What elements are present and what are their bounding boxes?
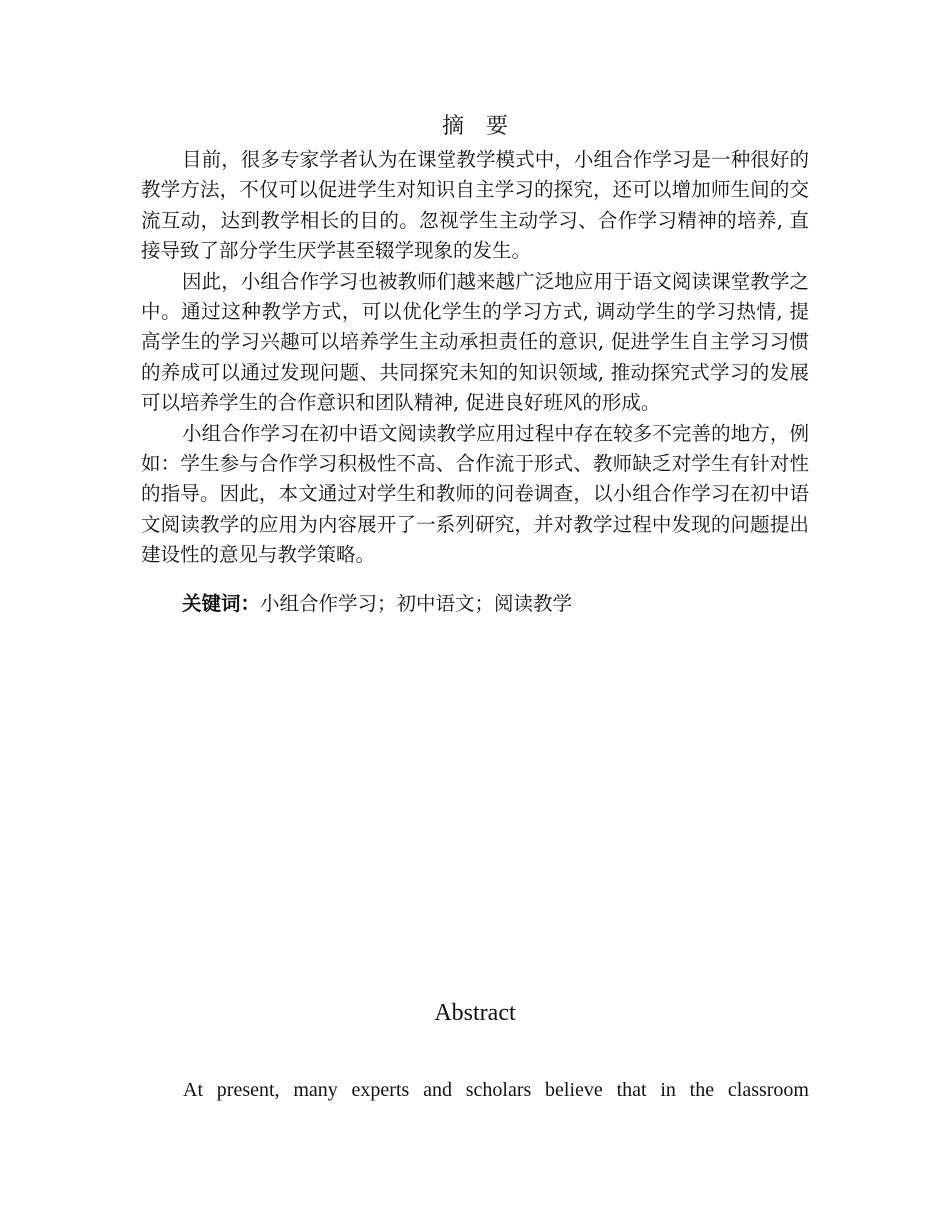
keywords-text: 小组合作学习；初中语文；阅读教学 xyxy=(260,591,573,615)
english-abstract-title: Abstract xyxy=(434,1000,516,1026)
chinese-abstract-paragraph-1: 目前，很多专家学者认为在课堂教学模式中，小组合作学习是一种很好的教学方法，不仅可以促进学生对知识自主学习的探究，还可以增加师生间的交流互动，达到教学相长的目的。忽视学生主动学习、合作学习精神的培养, 直接导致了部分学生厌学甚至辍学现象的发生。 xyxy=(141,148,809,263)
chinese-abstract-section xyxy=(141,112,809,619)
chinese-abstract-title: 摘要 xyxy=(441,114,530,139)
english-abstract-first-line: At present, many experts and scholars believe that in the classroom xyxy=(183,1079,809,1101)
keywords-label: 关键词： xyxy=(182,591,261,615)
chinese-keywords-line xyxy=(141,589,809,619)
chinese-abstract-paragraph-2: 因此，小组合作学习也被教师们越来越广泛地应用于语文阅读课堂教学之中。通过这种教学方式，可以优化学生的学习方式, 调动学生的学习热情, 提高学生的学习兴趣可以培养学生主动承担责任的意识, 促进学生自主学习习惯的养成可以通过发现问题、共同探究未知的知识领域, 推动探究式学习的发展可以培养学生的合作意识和团队精神, 促进良好班风的形成。 xyxy=(141,269,809,415)
chinese-abstract-paragraph-3: 小组合作学习在初中语文阅读教学应用过程中存在较多不完善的地方，例如：学生参与合作学习积极性不高、合作流于形式、教师缺乏对学生有针对性的指导。因此，本文通过对学生和教师的问卷调查，以小组合作学习在初中语文阅读教学的应用为内容展开了一系列研究，并对教学过程中发现的问题提出建设性的意见与教学策略。 xyxy=(141,421,809,567)
